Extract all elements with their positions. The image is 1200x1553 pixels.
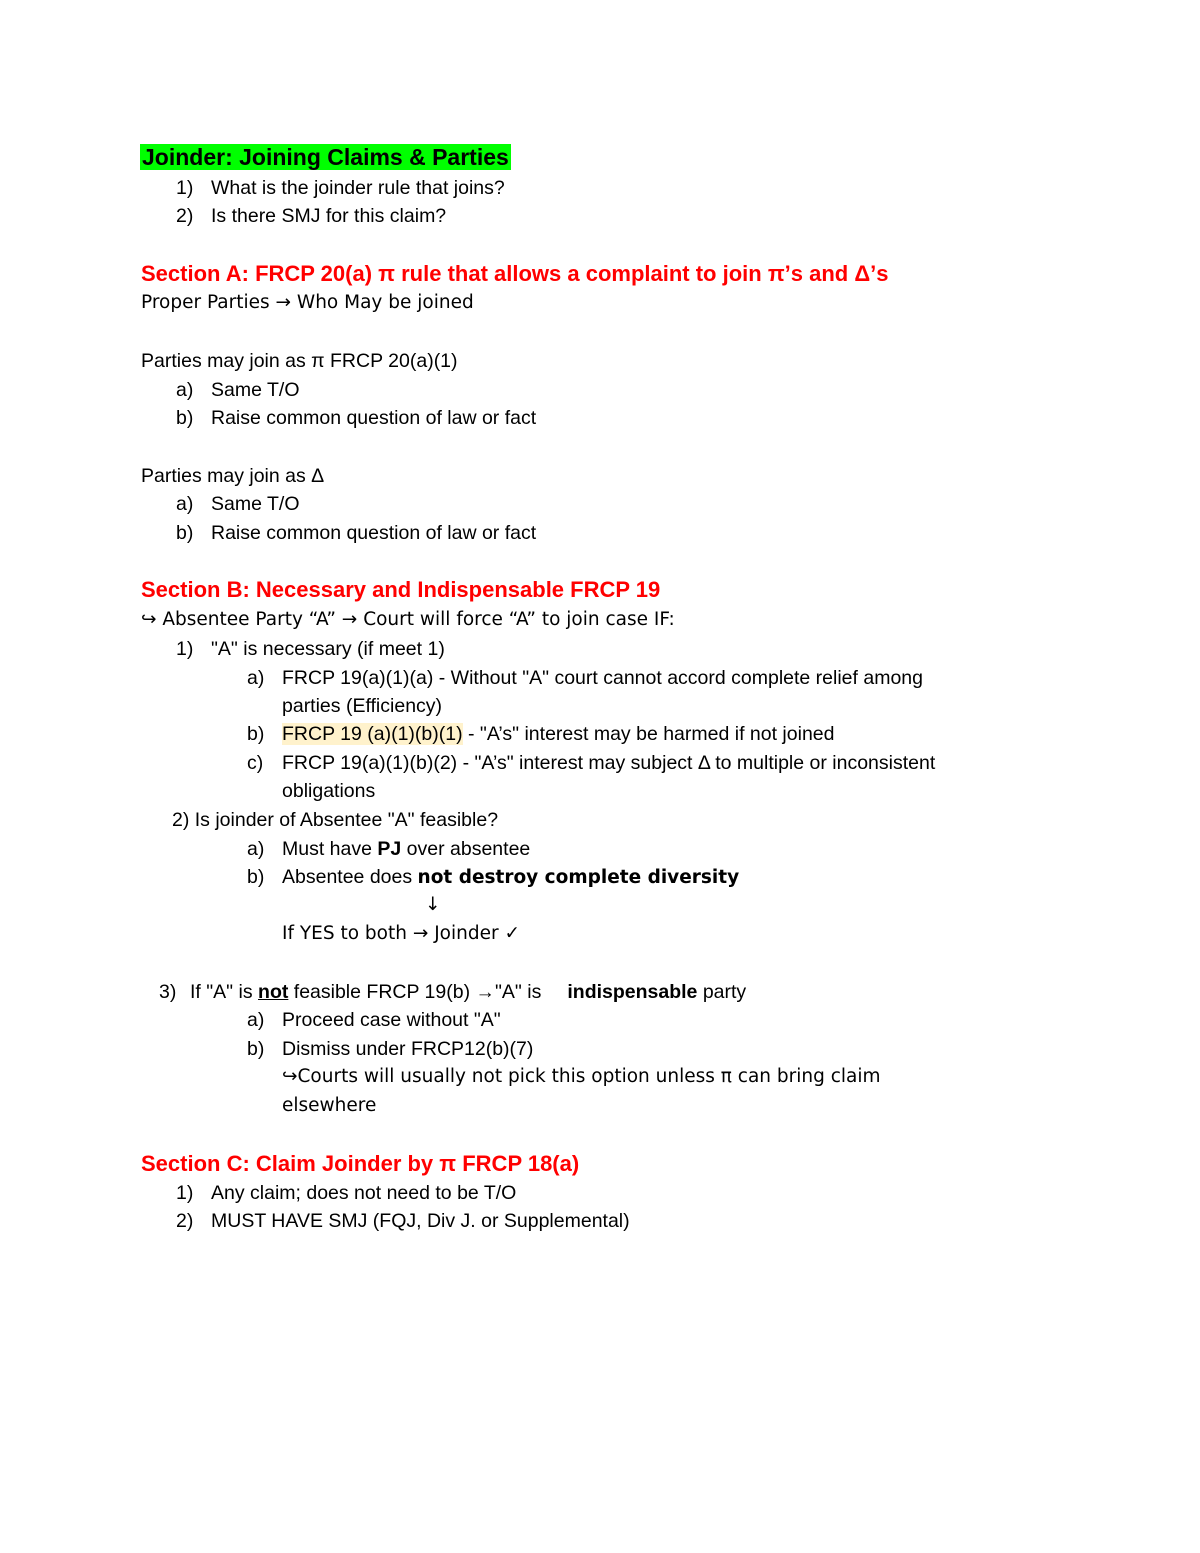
list-letter: a): [247, 667, 265, 689]
list-letter: a): [176, 379, 194, 401]
list-item: Raise common question of law or fact: [211, 522, 537, 544]
list-item: MUST HAVE SMJ (FQJ, Div J. or Supplemental): [211, 1210, 630, 1232]
list-letter: b): [247, 1038, 265, 1060]
list-number: 2): [176, 205, 194, 227]
list-letter: a): [176, 493, 194, 515]
section-b-heading: Section B: Necessary and Indispensable FRCP 19: [141, 577, 661, 602]
note-line: ↪Courts will usually not pick this option unless π can bring claim: [282, 1066, 881, 1087]
step-feasible: 2) Is joinder of Absentee "A" feasible?: [172, 809, 499, 831]
list-number: 3): [159, 981, 177, 1003]
section-b-subheading: ↪ Absentee Party “A” → Court will force “A” to join case IF:: [141, 609, 675, 630]
list-number: 1): [176, 177, 194, 199]
list-number: 1): [176, 1182, 194, 1204]
note-line-continuation: elsewhere: [282, 1095, 377, 1116]
list-item: Same T/O: [211, 379, 300, 401]
step-necessary: "A" is necessary (if meet 1): [211, 638, 445, 660]
list-item-continuation: obligations: [282, 780, 376, 802]
list-item: FRCP 19 (a)(1)(b)(1) - "A’s" interest may be harmed if not joined: [282, 723, 835, 745]
list-item: Same T/O: [211, 493, 300, 515]
list-letter: b): [247, 866, 265, 888]
plaintiff-joinder-intro: Parties may join as π FRCP 20(a)(1): [141, 350, 458, 372]
intro-question: Is there SMJ for this claim?: [211, 205, 447, 227]
list-letter: b): [176, 522, 194, 544]
list-item: Proceed case without "A": [282, 1009, 501, 1031]
list-item-continuation: parties (Efficiency): [282, 695, 443, 717]
down-arrow-icon: ↓: [425, 894, 441, 915]
if-yes-result: If YES to both → Joinder ✓: [282, 923, 520, 944]
list-letter: a): [247, 1009, 265, 1031]
section-c-heading: Section C: Claim Joinder by π FRCP 18(a): [141, 1151, 580, 1176]
list-letter: c): [247, 752, 264, 774]
step-indispensable: If "A" is not feasible FRCP 19(b) →"A" is indispensable party: [190, 981, 747, 1003]
list-letter: a): [247, 838, 265, 860]
list-item: Must have PJ over absentee: [282, 838, 531, 860]
list-item: FRCP 19(a)(1)(a) - Without "A" court cannot accord complete relief among: [282, 667, 923, 689]
list-letter: b): [247, 723, 265, 745]
list-letter: b): [176, 407, 194, 429]
list-number: 2): [176, 1210, 194, 1232]
list-item: Raise common question of law or fact: [211, 407, 537, 429]
intro-question: What is the joinder rule that joins?: [211, 177, 505, 199]
section-a-heading: Section A: FRCP 20(a) π rule that allows a complaint to join π’s and Δ’s: [141, 261, 889, 286]
section-a-subheading: Proper Parties → Who May be joined: [141, 292, 474, 313]
highlighted-rule: FRCP 19 (a)(1)(b)(1): [282, 723, 463, 745]
list-item: Any claim; does not need to be T/O: [211, 1182, 517, 1204]
list-item: FRCP 19(a)(1)(b)(2) - "A’s" interest may subject Δ to multiple or inconsistent: [282, 752, 936, 774]
page-title: Joinder: Joining Claims & Parties: [142, 144, 509, 170]
list-item: Absentee does not destroy complete diversity: [282, 866, 740, 888]
list-item: Dismiss under FRCP12(b)(7): [282, 1038, 534, 1060]
defendant-joinder-intro: Parties may join as Δ: [141, 465, 325, 487]
list-number: 1): [176, 638, 194, 660]
